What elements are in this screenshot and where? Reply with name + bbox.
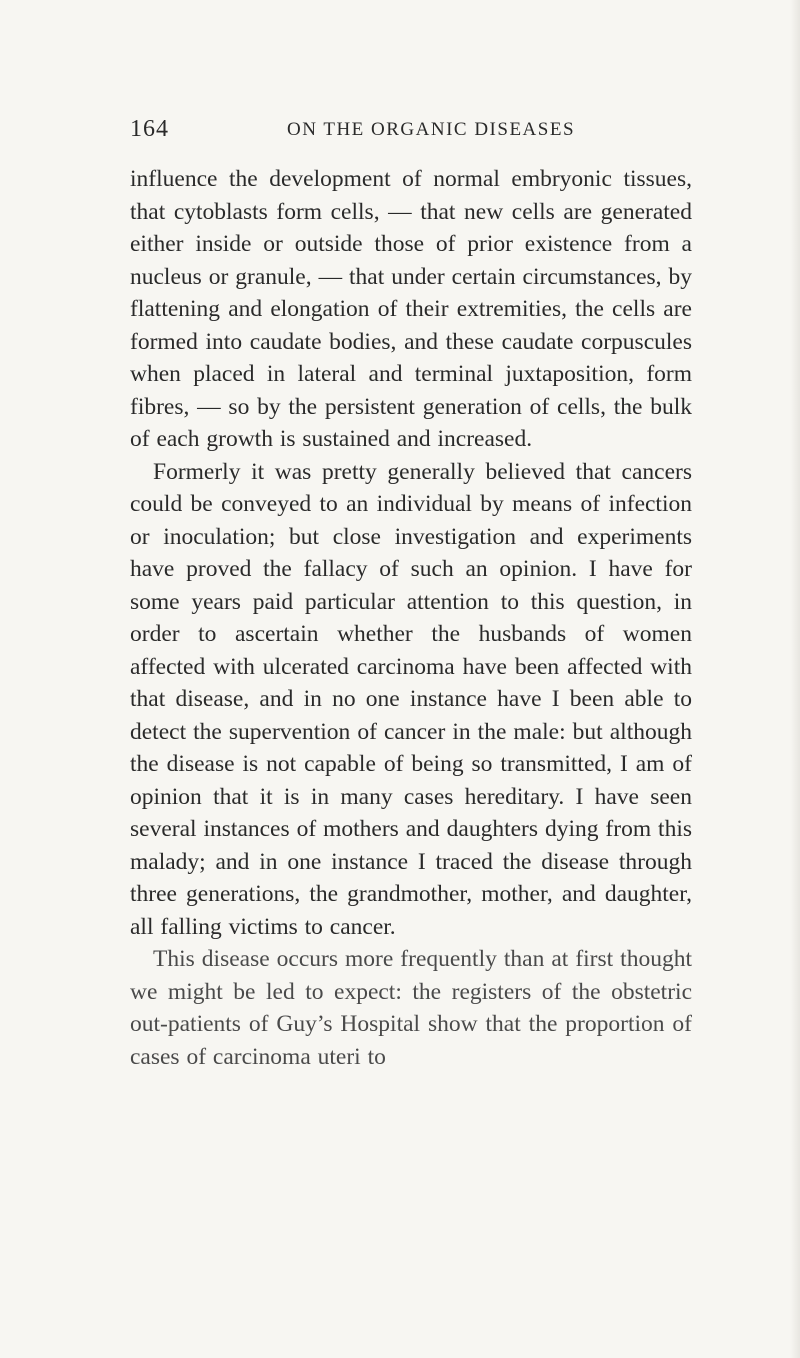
page-number: 164 bbox=[130, 116, 169, 142]
running-head: ON THE ORGANIC DISEASES bbox=[287, 119, 576, 140]
page-edge-shadow bbox=[790, 0, 800, 1358]
paragraph-1: influence the development of normal embryonic tissues, that cytoblasts form cells, — that new cells are generated either inside or outside those of prior existence from a nucleus or granule, — that under certain circumstances, by flattening and elongation of their extremities, the cells are formed into caudate bodies, and these caudate corpuscules when placed in lateral and terminal juxtaposition, form fibres, — so by the persistent generation of cells, the bulk of each growth is sustained and increased. bbox=[130, 166, 692, 452]
body-text bbox=[130, 163, 692, 1073]
paragraph-2: Formerly it was pretty generally believed that cancers could be conveyed to an individual by means of infection or inoculation; but close investigation and experiments have proved the fallacy of such an opinion. I have for some years paid particular attention to this question, in order to ascertain whether the husbands of women affected with ulcerated carcinoma have been affected with that disease, and in no one instance have I been able to detect the supervention of cancer in the male: but although the disease is not capable of being so transmitted, I am of opinion that it is in many cases hereditary. I have seen several instances of mothers and daughters dying from this malady; and in one instance I traced the disease through three generations, the grandmother, mother, and daughter, all falling victims to cancer. bbox=[130, 458, 692, 940]
paragraph-3: This disease occurs more frequently than at first thought we might be led to expect: the registers of the obstetric out-patients of Guy’s Hospital show that the proportion of cases of carcinoma uteri to bbox=[130, 946, 692, 1070]
page-header bbox=[130, 116, 690, 146]
